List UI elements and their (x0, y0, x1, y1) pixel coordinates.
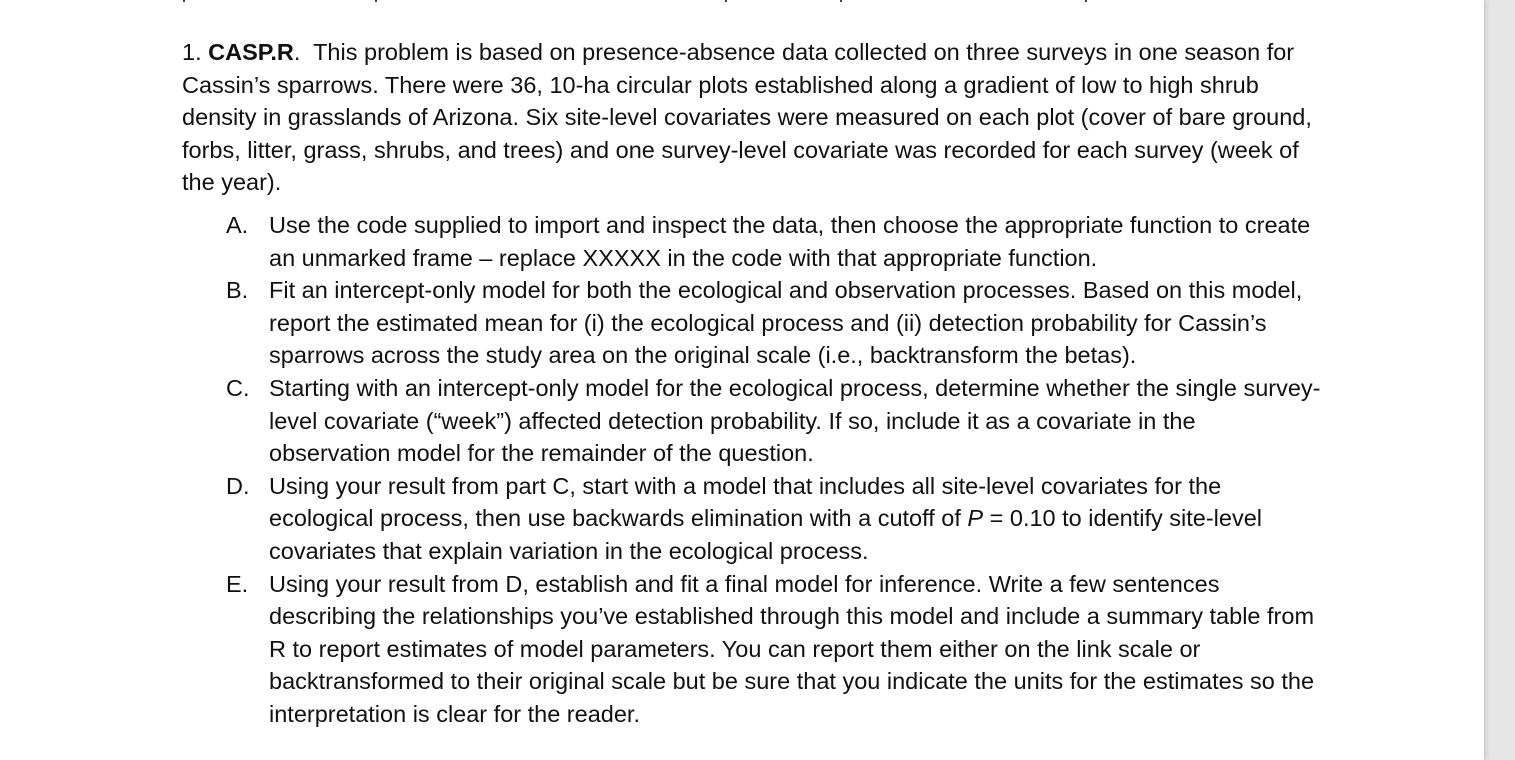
question-part-a (182, 209, 1322, 274)
question-part-b (182, 274, 1322, 372)
problem-intro-text: This problem is based on presence-absence data collected on three surveys in one season for Cassin’s sparrows. There were 36, 10-ha circular plots established along a gradient of low to high shrub density in grasslands of Arizona. Six site-level covariates were measured on each plot (cover of bare ground, forbs, litter, grass, shrubs, and trees) and one survey-level covariate was recorded for each survey (week of the year). (182, 39, 1312, 196)
question-part-e (182, 568, 1322, 731)
problem-intro (182, 36, 1322, 199)
problem-number: 1. (182, 39, 202, 65)
part-text: Starting with an intercept-only model for the ecological process, determine whether the single survey-level covariate (“week”) affected detection probability. If so, include it as a covariate in the observation model for the remainder of the question. (269, 374, 1321, 467)
question-parts-list (182, 209, 1322, 731)
part-letter: A. (226, 211, 249, 238)
question-part-d (182, 470, 1322, 568)
part-text-before: Using your result from part C, start with a model that includes all site-level covariates for the ecological process, then use backwards elimination with a cutoff of (269, 472, 1222, 532)
part-text: Using your result from D, establish and fit a final model for inference. Write a few sentences describing the relationships you’ve established through this model and include a summary table from R to report estimates of model parameters. You can report them either on the link scale or backtransformed to their original scale but be sure that you indicate the units for the estimates so the interpretation is clear for the reader. (269, 570, 1315, 727)
part-text (269, 470, 1322, 568)
problem-name: CASP.R (208, 39, 294, 65)
part-letter: C. (226, 374, 250, 401)
p-value-symbol: P (967, 505, 984, 532)
part-text: Use the code supplied to import and inspect the data, then choose the appropriate function to create an unmarked frame – replace XXXXX in the code with that appropriate function. (269, 211, 1311, 271)
part-letter: D. (226, 472, 250, 499)
question-part-c (182, 372, 1322, 470)
previous-line-fragments (0, 0, 1484, 8)
part-text-after: = 0.10 to identify site-level covariates that explain variation in the ecological process. (269, 505, 1262, 564)
problem-content (182, 36, 1322, 730)
problem-name-suffix: . (293, 39, 301, 65)
part-letter: B. (226, 277, 249, 304)
part-letter: E. (226, 570, 249, 597)
part-text: Fit an intercept-only model for both the ecological and observation processes. Based on this model, report the estimated mean for (i) the ecological process and (ii) detection probability for Cassin’s sparrows across the study area on the original scale (i.e., backtransform the betas). (269, 277, 1303, 369)
